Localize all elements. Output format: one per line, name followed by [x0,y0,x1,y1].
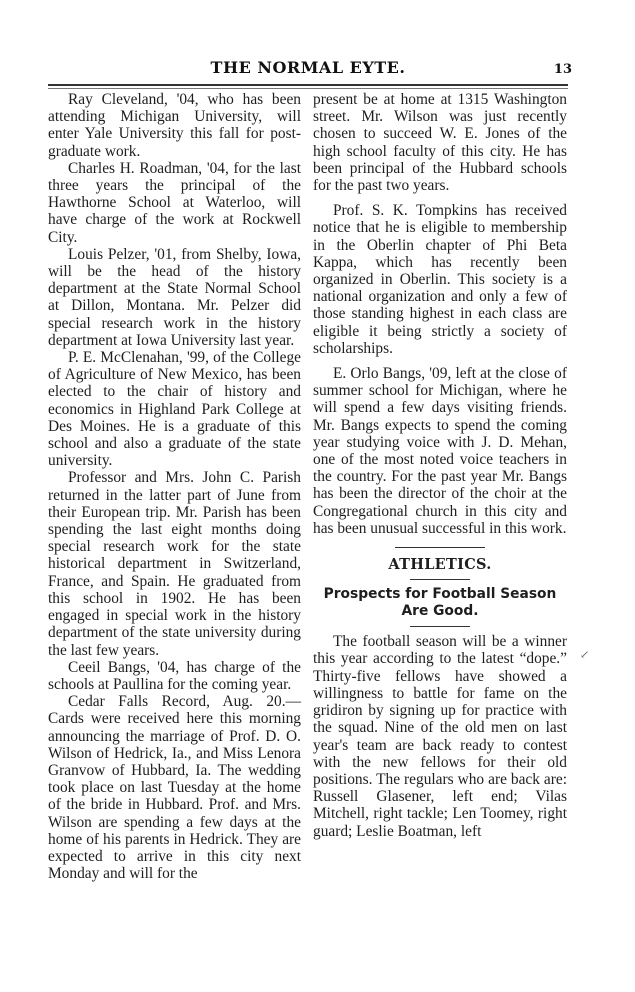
section-divider [395,547,485,548]
spacer [313,357,567,365]
page-number: 13 [553,62,572,77]
news-item-wilson-wedding: Cedar Falls Record, Aug. 20.— Cards were received here this morning announcing the marriage of Prof. D. O. Wilson of Hedrick, Ia., and Miss Lenora Granvow of Hubbard, Ia. The wedding took place on last Tuesday at the home of the bride in Hubbard. Prof. and Mrs. Wilson are spending a few days at the home of his parents in Hedrick. They are expected to arrive in this city next Monday and will for the [48,693,301,883]
news-item-bangs: Ceeil Bangs, '04, has charge of the schools at Paullina for the coming year. [48,658,301,693]
news-item-wilson-continued: present be at home at 1315 Washington street. Mr. Wilson was just recently chosen to succeed W. E. Jones of the high school faculty of this city. He has been principal of the Hubbard schools for the past two years. [313,91,567,195]
article-headline: Prospects for Football Season Are Good. [323,586,557,620]
news-item-tompkins: Prof. S. K. Tompkins has received notice that he is eligible to membership in the Oberlin chapter of Phi Beta Kappa, which has recently been organized in Oberlin. This society is a national organization and only a few of those standing highest in each class are eligible it being strictly a society of scholarships. [313,202,567,357]
news-item-parish: Professor and Mrs. John C. Parish returned in the latter part of June from their European trip. Mr. Parish has been spending the last eight months doing special research work for the state historical department in Switzerland, France, and Spain. He graduated from this school in 1902. He has been engaged in special work in the history department of the state university during the last few years. [48,469,301,659]
header-rule-thin [48,88,568,89]
news-item-roadman: Charles H. Roadman, '04, for the last three years the principal of the Hawthorne School at Waterloo, will have charge of the work at Rockwell City. [48,159,301,246]
margin-check-mark: ↙ [580,648,590,661]
publication-title: THE NORMAL EYTE. [210,58,406,77]
header-rule [48,84,568,86]
spacer [313,194,567,202]
section-title-athletics: ATHLETICS. [388,556,492,574]
right-column [313,91,567,840]
news-item-orlo-bangs: E. Orlo Bangs, '09, left at the close of summer school for Michigan, where he will spend a few days visiting friends. Mr. Bangs expects to spend the coming year studying voice with J. D. Mehan, one of the most noted voice teachers in the country. For the past year Mr. Bangs has been the director of the choir at the Congregational church in this city and has been unusual successful in this work. [313,365,567,537]
news-item-mcclenahan: P. E. McClenahan, '99, of the College of Agriculture of New Mexico, has been elected to the chair of history and economics in Highland Park College at Des Moines. He is a graduate of this school and also a graduate of the state university. [48,349,301,470]
masthead [48,54,572,84]
left-column [48,91,301,882]
headline-divider [410,626,470,627]
headline-divider [410,579,470,580]
article-body-football: The football season will be a winner this year according to the latest “dope.” Thirty-five fellows have showed a willingness to battle for fame on the gridiron by signing up for practice with the squad. Nine of the old men on last year's team are back ready to contest with the new fellows for their old positions. The regulars who are back are: Russell Glasener, left end; Vilas Mitchell, right tackle; Len Toomey, right guard; Leslie Boatman, left [313,633,567,840]
news-item-cleveland: Ray Cleveland, '04, who has been attending Michigan University, will enter Yale University this fall for post-graduate work. [48,91,301,160]
news-item-pelzer: Louis Pelzer, '01, from Shelby, Iowa, will be the head of the history department at the State Normal School at Dillon, Montana. Mr. Pelzer did special research work in the history department at Iowa University last year. [48,245,301,349]
